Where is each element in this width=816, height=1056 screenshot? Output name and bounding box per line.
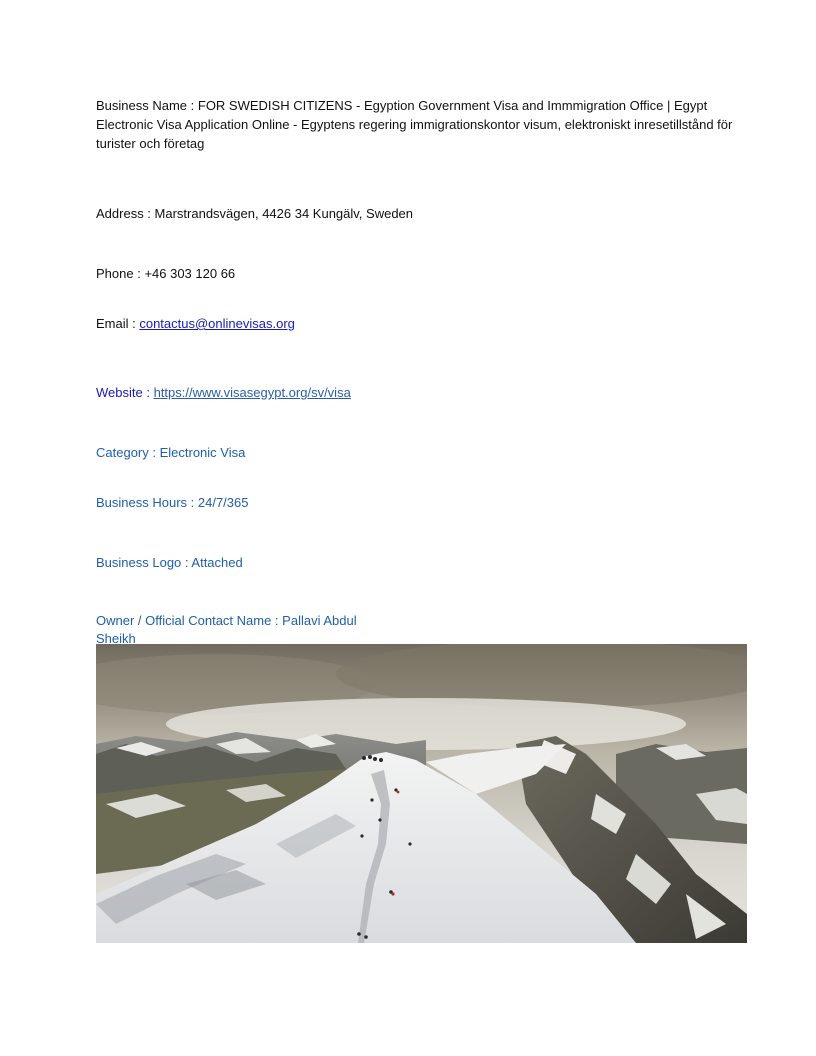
email-line — [96, 314, 295, 333]
business-name-line — [96, 96, 736, 153]
category-label: Category : — [96, 445, 160, 460]
business-hours-value: 24/7/365 — [197, 495, 249, 510]
address-line — [96, 204, 413, 223]
business-name-label: Business Name : — [96, 98, 198, 113]
owner-contact-label: Owner / Official Contact Name : — [96, 613, 283, 628]
phone-value: +46 303 120 66 — [144, 266, 236, 281]
owner-contact-value: Pallavi Abdul Sheikh — [96, 613, 357, 644]
website-line — [96, 383, 351, 402]
email-link[interactable]: contactus@onlinevisas.org — [139, 316, 295, 331]
address-label: Address : — [96, 206, 155, 221]
category-value: Electronic Visa — [159, 445, 246, 460]
phone-label: Phone : — [96, 266, 145, 281]
business-logo-line — [96, 553, 243, 572]
business-name-value: FOR SWEDISH CITIZENS - Egyption Government Visa and Immmigration Office | Egypt Electronic Visa Application Online - Egyptens regering immigrationskontor visum, elektroniskt inresetillstånd för turister och företag — [96, 98, 733, 151]
business-logo-label: Business Logo : — [96, 555, 192, 570]
phone-line — [96, 264, 235, 283]
business-hours-label: Business Hours : — [96, 495, 198, 510]
mountain-photo — [96, 644, 747, 943]
category-line — [96, 443, 245, 462]
address-value: Marstrandsvägen, 4426 34 Kungälv, Sweden — [154, 206, 414, 221]
website-label: Website : — [96, 385, 154, 400]
business-logo-value: Attached — [191, 555, 243, 570]
website-link[interactable]: https://www.visasegypt.org/sv/visa — [153, 385, 351, 400]
owner-contact-line — [96, 612, 396, 644]
mountain-photo-illustration — [96, 644, 747, 943]
business-hours-line — [96, 493, 248, 512]
email-label: Email : — [96, 316, 140, 331]
